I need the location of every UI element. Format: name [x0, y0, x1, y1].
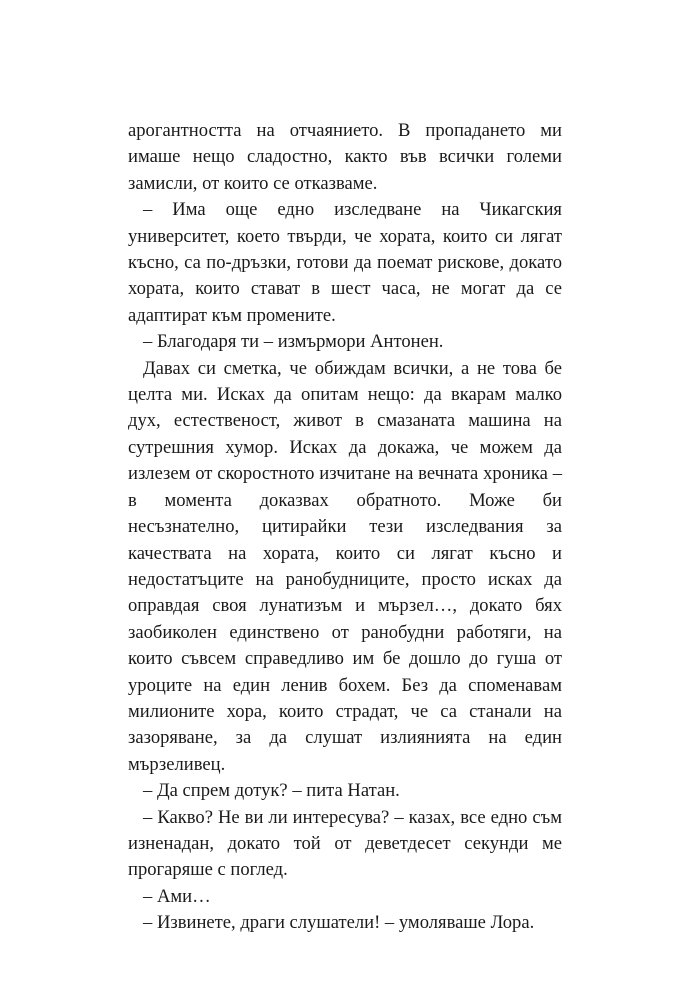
paragraph: – Има още едно изследване на Чикагския университет, което твърди, че хората, които си лягат късно, са по-дръзки, готови да поемат рискове, докато хората, които стават в шест часа, не могат да се адаптират към промените. — [128, 199, 562, 326]
paragraph: арогантността на отчаянието. В пропадането ми имаше нещо сладостно, както във всички големи замисли, от които се отказваме. — [128, 120, 562, 194]
paragraph: – Благодаря ти – измърмори Антонен. — [143, 331, 444, 353]
paragraph: Давах си сметка, че обиждам всички, а не това бе целта ми. Исках да опитам нещо: да вкарам малко дух, естественост, живот в смазаната машина на сутрешния хумор. Исках да докажа, че можем да излезем от скоростното изчитане на вечната хроника – в момента доказвах обратното. Може би несъзнателно, цитирайки тези изследвания за качествата на хората, които си лягат късно и недостатъците на ранобудниците, просто исках да оправдая своя лунатизъм и мързел…, докато бях заобиколен единствено от ранобудни работяги, на които съвсем справедливо им бе дошло до гуша от уроците на един ленив бохем. Без да споменавам милионите хора, които страдат, че са станали на зазоряване, за да слушат излиянията на един мързеливец. — [128, 357, 562, 775]
paragraph: – Извинете, драги слушатели! – умоляваше Лора. — [143, 912, 535, 934]
page-text — [128, 118, 562, 937]
paragraph: – Какво? Не ви ли интересува? – казах, все едно съм изненадан, докато той от деветдесет секунди ме прогаряше с поглед. — [128, 806, 562, 881]
paragraph: – Ами… — [143, 885, 211, 907]
paragraph: – Да спрем дотук? – пита Натан. — [143, 780, 400, 802]
